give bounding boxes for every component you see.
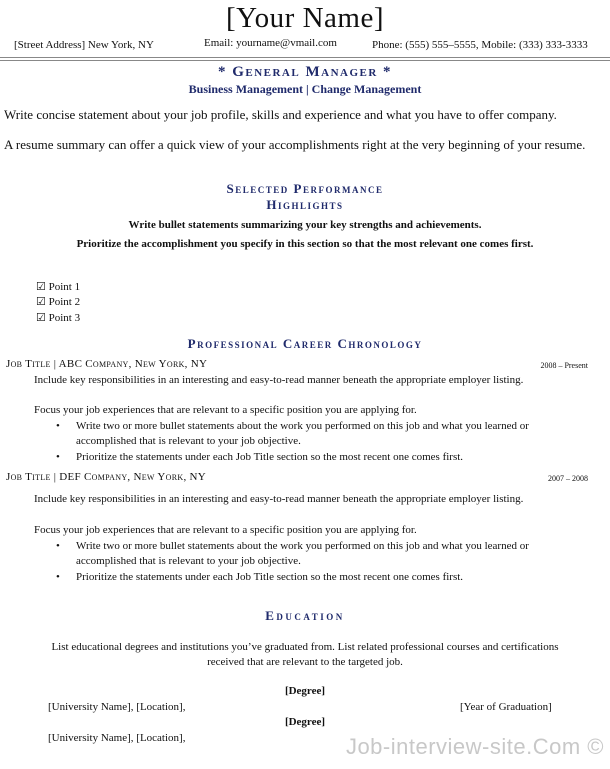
- summary-line-2: A resume summary can offer a quick view of your accomplishments right at the very beginning of your resume.: [4, 137, 586, 152]
- job-responsibility: Include key responsibilities in an interesting and easy-to-read manner beneath the appropriate employer listing.: [34, 374, 524, 386]
- education-university: [University Name], [Location],: [48, 701, 186, 713]
- job-bullet: • Prioritize the statements under each Job Title section so the most recent one comes first.: [76, 450, 592, 465]
- job-dates: 2008 – Present: [540, 361, 588, 370]
- education-degree: [Degree]: [284, 716, 326, 728]
- job-bullet: • Write two or more bullet statements about the work you performed on this job and what you learned or accomplished that is relevant to your job objective.: [76, 539, 592, 569]
- education-degree: [Degree]: [284, 685, 326, 697]
- job-bullet: • Write two or more bullet statements about the work you performed on this job and what you learned or accomplished that is relevant to your job objective.: [76, 419, 592, 449]
- highlights-title-line-2: Highlights: [266, 197, 344, 212]
- resume-name: [Your Name]: [225, 2, 384, 34]
- job-responsibility: Include key responsibilities in an interesting and easy-to-read manner beneath the appropriate employer listing.: [34, 493, 524, 505]
- education-university: [University Name], [Location],: [48, 732, 186, 744]
- header-divider: [0, 57, 610, 61]
- education-intro: List educational degrees and institutions you’ve graduated from. List related professional courses and certifications received that are relevant to the targeted job.: [51, 641, 559, 668]
- highlight-point: ☑ Point 3: [36, 312, 81, 324]
- contact-phone: Phone: (555) 555–5555, Mobile: (333) 333-3333: [372, 39, 588, 51]
- objective-title: * General Manager *: [217, 64, 393, 80]
- objective-subtitle: Business Management | Change Management: [188, 82, 422, 96]
- summary-line-1: Write concise statement about your job profile, skills and experience and what you have to offer company.: [4, 107, 557, 122]
- highlight-point: ☑ Point 2: [36, 296, 81, 308]
- highlight-point: ☑ Point 1: [36, 281, 81, 293]
- job-dates: 2007 – 2008: [548, 474, 588, 483]
- job-focus: Focus your job experiences that are relevant to a specific position you are applying for.: [34, 404, 417, 416]
- job-bullet: • Prioritize the statements under each Job Title section so the most recent one comes first.: [76, 570, 592, 585]
- contact-address: [Street Address] New York, NY: [14, 39, 154, 51]
- highlights-title-line-1: Selected Performance: [226, 181, 384, 196]
- site-watermark: Job-interview-site.Com ©: [345, 734, 604, 759]
- job-focus: Focus your job experiences that are relevant to a specific position you are applying for.: [34, 524, 417, 536]
- career-title: Professional Career Chronology: [187, 336, 423, 351]
- highlights-intro-2: Prioritize the accomplishment you specify in this section so that the most relevant one comes first.: [76, 238, 534, 250]
- education-year: [Year of Graduation]: [460, 701, 552, 713]
- job-title: Job Title | ABC Company, New York, NY: [6, 358, 208, 370]
- contact-email: Email: yourname@vmail.com: [204, 37, 337, 49]
- highlights-intro-1: Write bullet statements summarizing your key strengths and achievements.: [128, 219, 482, 231]
- education-title: Education: [265, 608, 345, 623]
- job-title: Job Title | DEF Company, New York, NY: [6, 471, 207, 483]
